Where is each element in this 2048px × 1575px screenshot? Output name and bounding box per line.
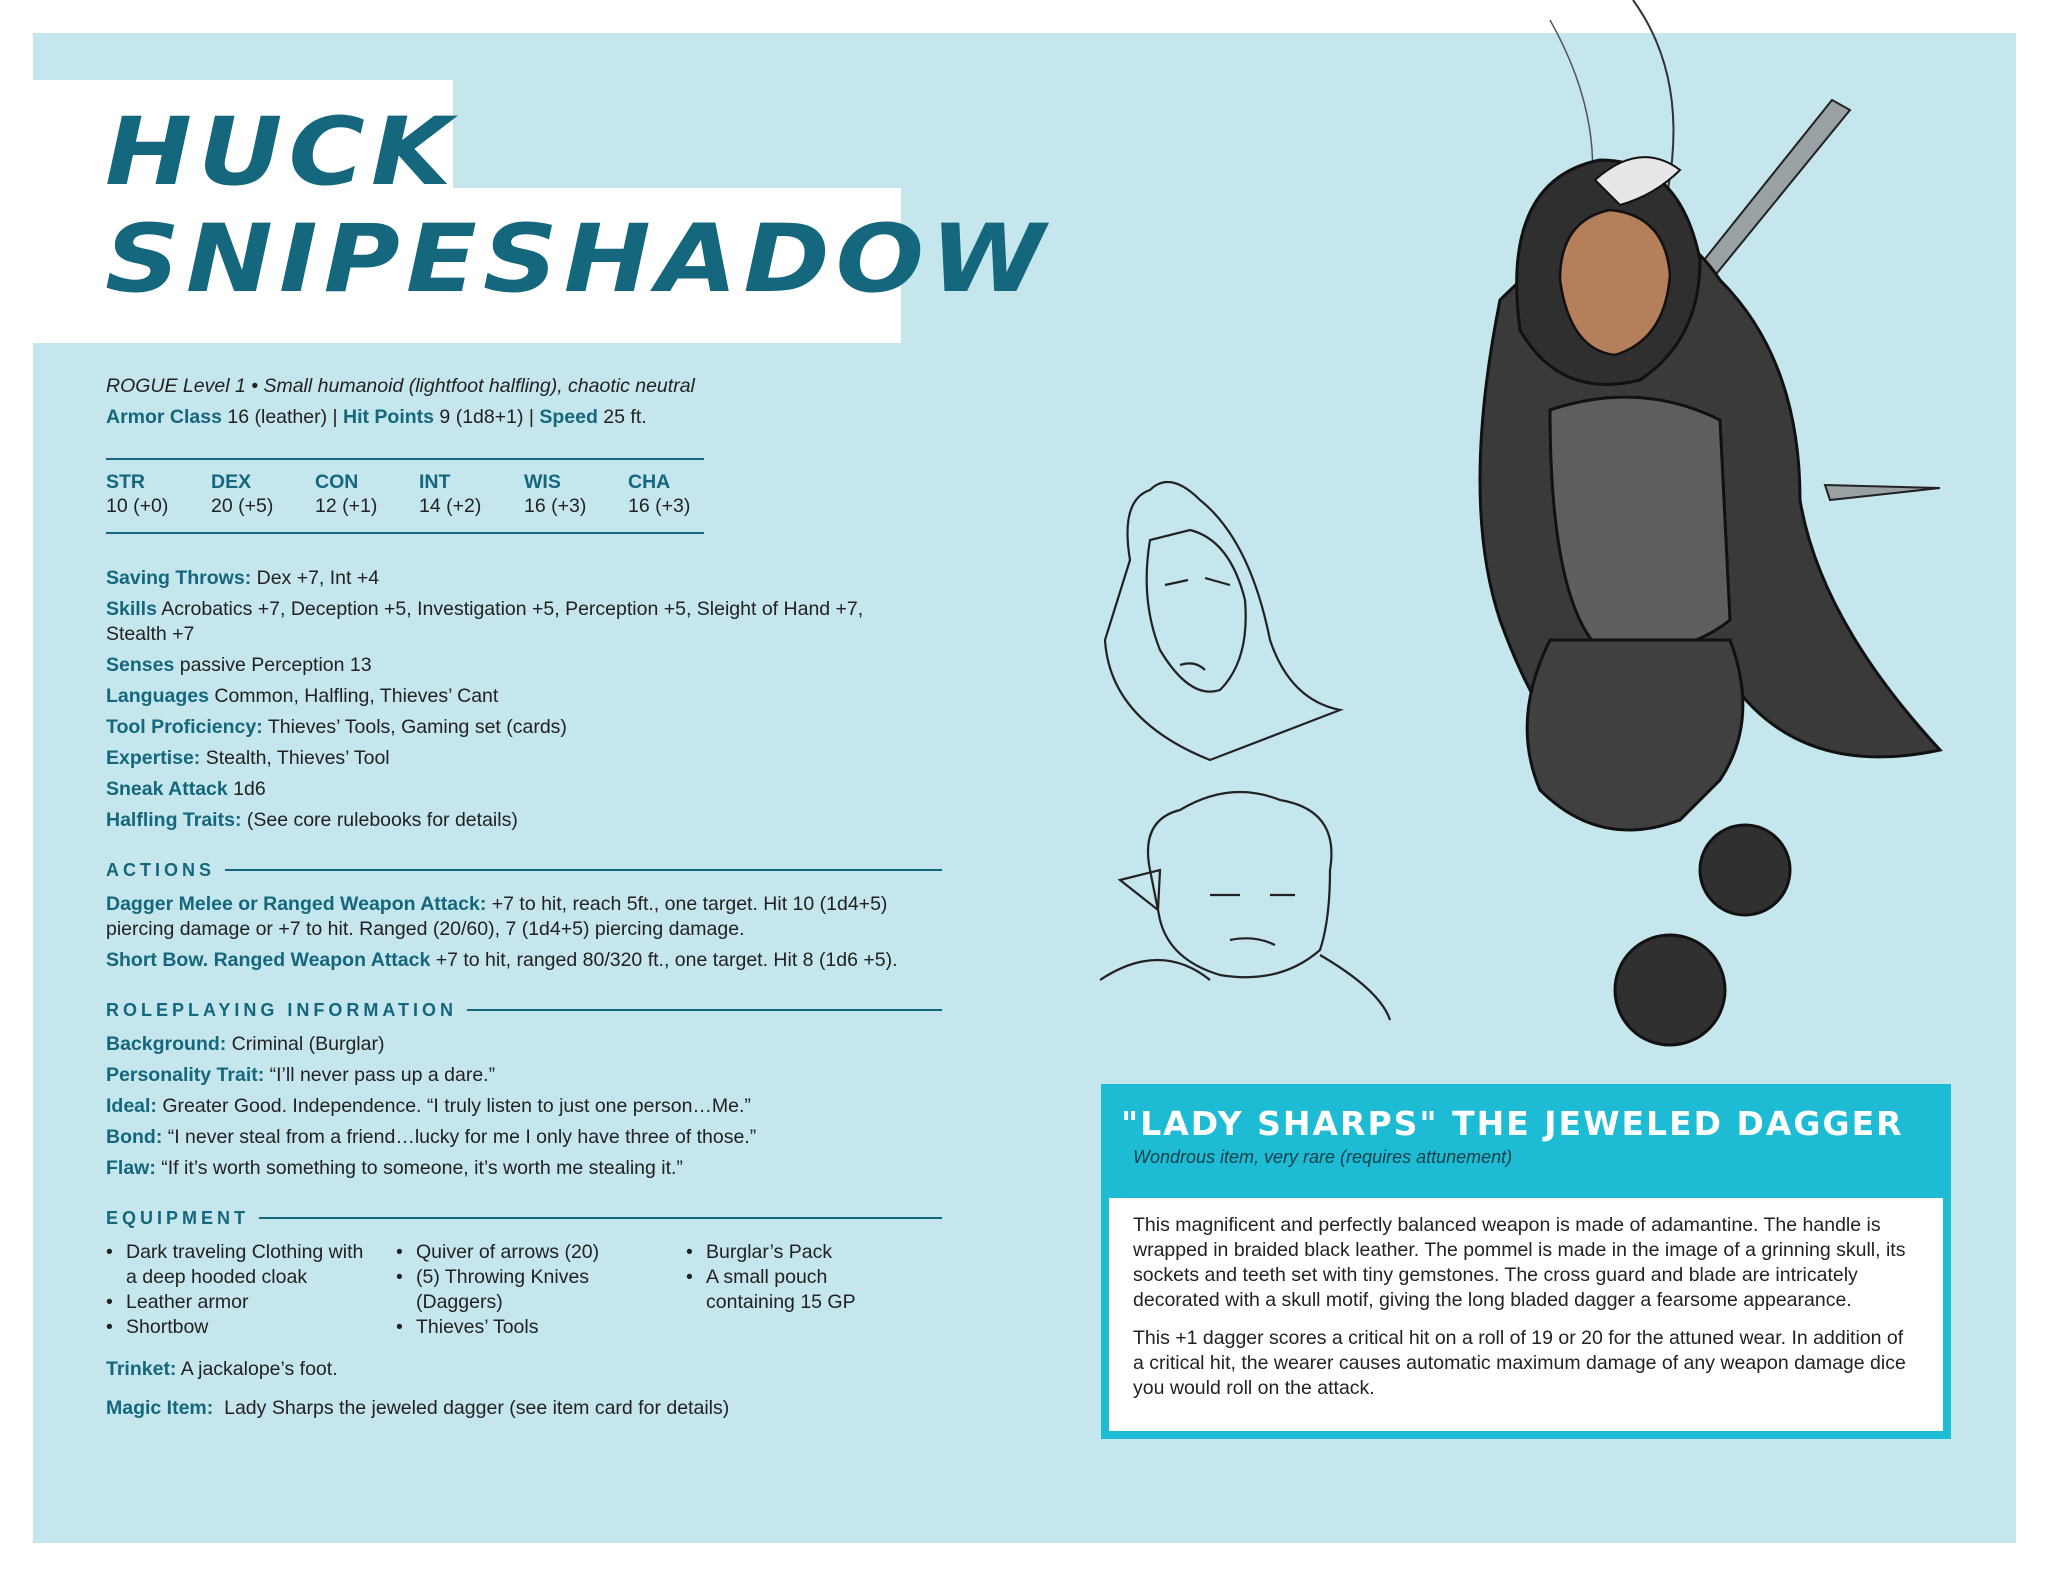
rp-ideal	[106, 1094, 946, 1119]
ability-value: 10 (+0)	[106, 495, 169, 517]
ability-str	[106, 470, 168, 518]
trait-label: Expertise:	[106, 747, 201, 769]
action-value: +7 to hit, ranged 80/320 ft., one target. Hit 8 (1d6 +5).	[430, 949, 898, 971]
trait-label: Skills	[106, 598, 157, 620]
trait-skills	[106, 597, 926, 647]
trinket-line	[106, 1357, 946, 1382]
trait-value: Thieves’ Tools, Gaming set (cards)	[262, 716, 567, 738]
rp-flaw	[106, 1156, 946, 1181]
rp-value: Criminal (Burglar)	[226, 1033, 385, 1055]
rp-label: Bond:	[106, 1126, 163, 1148]
trinket-value: A jackalope’s foot.	[176, 1358, 338, 1380]
section-rule	[225, 869, 942, 871]
ability-name: WIS	[524, 471, 561, 493]
ability-value: 16 (+3)	[524, 495, 587, 517]
ability-table	[106, 458, 704, 534]
ability-dex	[211, 470, 273, 518]
ability-wis	[524, 470, 586, 518]
ability-name: STR	[106, 471, 145, 493]
character-illustration	[1080, 0, 1980, 1060]
equipment-item: • A small pouch containing 15 GP	[686, 1265, 886, 1315]
item-card-paragraph-1: This magnificent and perfectly balanced weapon is made of adamantine. The handle is wrapped in braided black leather. The pommel is made in the image of a grinning skull, its sockets and teeth set with tiny gemstones. The cross guard and blade are intricately decorated with a skull motif, giving the long bladed dagger a fearsome appearance.	[1133, 1214, 1906, 1311]
trait-value: Acrobatics +7, Deception +5, Investigation +5, Perception +5, Sleight of Hand +7, Stealth +7	[106, 598, 864, 645]
rp-personality	[106, 1063, 946, 1088]
action-label: Short Bow. Ranged Weapon Attack	[106, 949, 431, 971]
body	[1550, 397, 1730, 652]
class-line: ROGUE Level 1 • Small humanoid (lightfoot halfling), chaotic neutral	[106, 375, 695, 397]
equipment-list-1	[106, 1240, 376, 1340]
item-card-paragraph-2: This +1 dagger scores a critical hit on a roll of 19 or 20 for the attuned wear. In addition of a critical hit, the wearer causes automatic maximum damage of any weapon damage dice you would roll on the attack.	[1133, 1327, 1906, 1399]
item-card-title: "LADY SHARPS" THE JEWELED DAGGER	[1121, 1104, 1904, 1143]
trait-expertise	[106, 746, 946, 771]
trait-value: (See core rulebooks for details)	[241, 809, 518, 831]
roleplaying-heading	[106, 997, 942, 1023]
action-value: +7 to hit, reach 5ft., one target. Hit 10 (1d4+5) piercing damage or +7 to hit. Ranged (20/60), 7 (1d4+5) piercing damage.	[106, 893, 888, 940]
trait-saving-throws	[106, 566, 946, 591]
hp-value: 9 (1d8+1) |	[434, 406, 540, 428]
trait-label: Languages	[106, 685, 209, 707]
trait-value: Common, Halfling, Thieves’ Cant	[208, 685, 499, 707]
equipment-item: • Shortbow	[106, 1315, 376, 1340]
equipment-list-2	[396, 1240, 636, 1340]
trait-label: Senses	[106, 654, 175, 676]
side-dagger	[1825, 485, 1940, 500]
section-title: ACTIONS	[106, 859, 215, 880]
trait-value: Stealth, Thieves’ Tool	[200, 747, 390, 769]
rp-bond	[106, 1125, 946, 1150]
section-rule	[259, 1217, 942, 1219]
rp-value: “If it’s worth something to someone, it’s worth me stealing it.”	[155, 1157, 683, 1179]
boot	[1700, 825, 1790, 915]
trait-tool-proficiency	[106, 715, 946, 740]
trait-halfling-traits	[106, 808, 946, 833]
trinket-label: Trinket:	[106, 1358, 177, 1380]
section-title: ROLEPLAYING INFORMATION	[106, 999, 458, 1020]
action-short-bow	[106, 948, 1006, 973]
trait-value: 1d6	[227, 778, 266, 800]
sketch-head-top	[1105, 482, 1340, 760]
ability-con	[315, 470, 377, 518]
rp-value: “I never steal from a friend…lucky for me I only have three of those.”	[162, 1126, 757, 1148]
trait-value: passive Perception 13	[174, 654, 372, 676]
boot	[1615, 935, 1725, 1045]
trait-value: Dex +7, Int +4	[251, 567, 380, 589]
trait-label: Tool Proficiency:	[106, 716, 263, 738]
item-card-subtitle: Wondrous item, very rare (requires attunement)	[1133, 1147, 1513, 1167]
rp-label: Personality Trait:	[106, 1064, 265, 1086]
defense-line	[106, 405, 946, 430]
title-line-2: SNIPESHADOW	[105, 203, 1051, 314]
trait-sneak-attack	[106, 777, 946, 802]
action-label: Dagger Melee or Ranged Weapon Attack:	[106, 893, 487, 915]
ability-value: 20 (+5)	[211, 495, 274, 517]
ability-name: CON	[315, 471, 359, 493]
legs	[1527, 640, 1743, 830]
action-dagger	[106, 892, 946, 942]
equipment-item: • Thieves’ Tools	[396, 1315, 636, 1340]
equipment-item: • Quiver of arrows (20)	[396, 1240, 636, 1265]
equipment-list-3	[686, 1240, 886, 1315]
equipment-heading	[106, 1205, 942, 1231]
ability-value: 12 (+1)	[315, 495, 378, 517]
ability-value: 14 (+2)	[419, 495, 482, 517]
ability-cha	[628, 470, 690, 518]
rp-value: “I’ll never pass up a dare.”	[264, 1064, 496, 1086]
rp-background	[106, 1032, 946, 1057]
trait-senses	[106, 653, 946, 678]
equipment-item: • Burglar’s Pack	[686, 1240, 886, 1265]
magic-item-label: Magic Item:	[106, 1397, 214, 1419]
actions-heading	[106, 857, 942, 883]
section-rule	[467, 1009, 942, 1011]
speed-label: Speed	[539, 406, 598, 428]
hp-label: Hit Points	[343, 406, 435, 428]
ac-label: Armor Class	[106, 406, 222, 428]
ability-int	[419, 470, 481, 518]
rp-label: Flaw:	[106, 1157, 156, 1179]
trait-label: Sneak Attack	[106, 778, 228, 800]
ability-name: INT	[419, 471, 451, 493]
rp-value: Greater Good. Independence. “I truly listen to just one person…Me.”	[156, 1095, 751, 1117]
equipment-item: • Leather armor	[106, 1290, 376, 1315]
equipment-item: • Dark traveling Clothing with a deep hooded cloak	[106, 1240, 376, 1290]
ac-value: 16 (leather) |	[221, 406, 344, 428]
speed-value: 25 ft.	[597, 406, 647, 428]
ability-name: DEX	[211, 471, 252, 493]
section-title: EQUIPMENT	[106, 1207, 250, 1228]
trait-label: Halfling Traits:	[106, 809, 242, 831]
title-line-1: HUCK	[105, 96, 458, 207]
rp-label: Ideal:	[106, 1095, 157, 1117]
magic-item-line	[106, 1396, 946, 1421]
ability-name: CHA	[628, 471, 671, 493]
trait-languages	[106, 684, 946, 709]
equipment-item: • (5) Throwing Knives (Daggers)	[396, 1265, 636, 1315]
sketch-head-bottom	[1100, 792, 1390, 1020]
trait-label: Saving Throws:	[106, 567, 252, 589]
rp-label: Background:	[106, 1033, 227, 1055]
magic-item-value: Lady Sharps the jeweled dagger (see item card for details)	[213, 1397, 730, 1419]
ability-value: 16 (+3)	[628, 495, 691, 517]
